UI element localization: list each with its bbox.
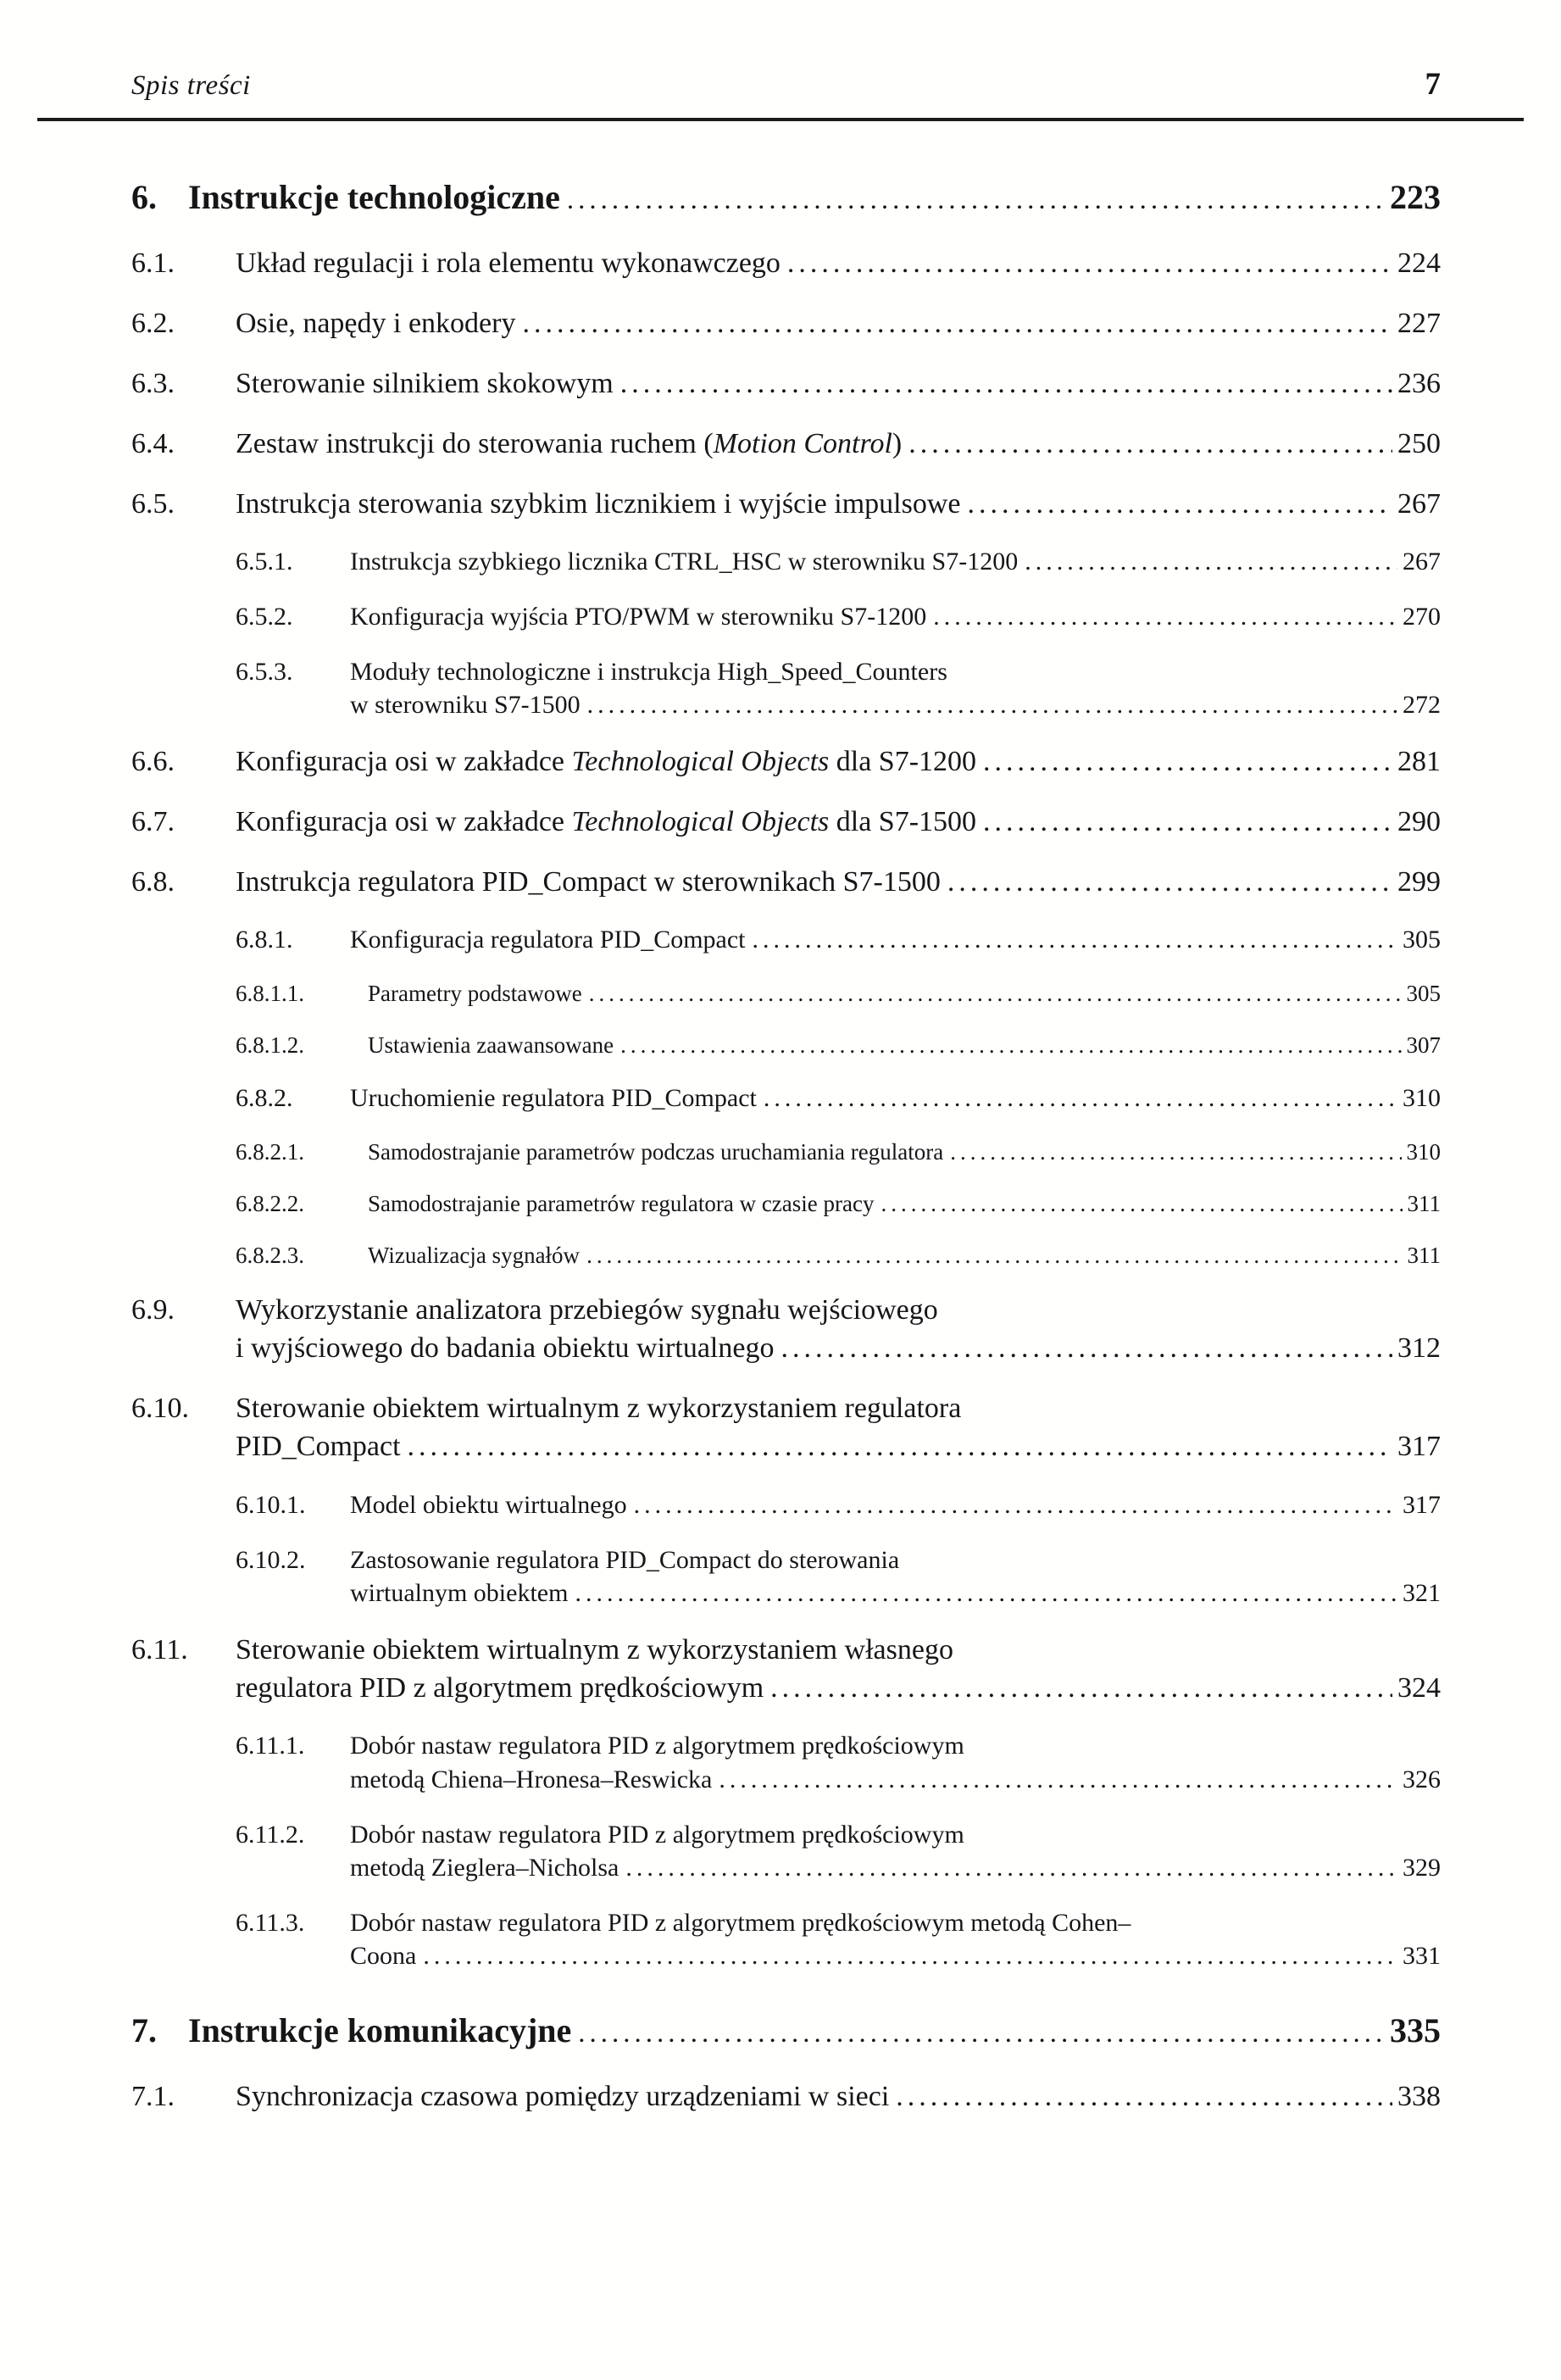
toc-entry-number: 6.5.3. (236, 657, 293, 686)
toc-entry-number: 6.11.1. (236, 1732, 305, 1760)
toc-entry-body (236, 245, 1441, 283)
dot-leader (908, 425, 1392, 464)
toc-entry (131, 1906, 1441, 1973)
toc-page-number: 310 (1403, 1084, 1441, 1113)
dot-leader (983, 743, 1392, 781)
toc-page-number: 317 (1403, 1490, 1441, 1519)
toc-page-number: 272 (1403, 691, 1441, 720)
toc-entry-title: Zestaw instrukcji do sterowania ruchem (Motion Control) (236, 427, 903, 459)
dot-leader (896, 2078, 1392, 2116)
toc-line (188, 2009, 1441, 2053)
toc-entry-title: Sterowanie obiektem wirtualnym z wykorzystaniem regulatora (236, 1393, 962, 1425)
toc-line (368, 1240, 1441, 1271)
toc-entry-title: Instrukcje technologiczne (188, 178, 560, 216)
toc-entry-body (236, 486, 1441, 524)
toc-line (350, 1851, 1441, 1885)
toc-entry (131, 305, 1441, 343)
toc-entry (131, 1240, 1441, 1271)
toc-page-number: 317 (1397, 1431, 1441, 1463)
toc-entry-title: Dobór nastaw regulatora PID z algorytmem prędkościowym (350, 1820, 964, 1849)
toc-list (131, 175, 1441, 2116)
toc-entry-title: Wykorzystanie analizatora przebiegów sygnału wejściowego (236, 1294, 938, 1326)
toc-entry (131, 245, 1441, 283)
toc-entry-title: Konfiguracja osi w zakładce Technological Objects dla S7-1200 (236, 745, 977, 777)
dot-leader (634, 1488, 1397, 1522)
toc-entry (131, 1488, 1441, 1522)
toc-entry (131, 923, 1441, 957)
toc-page-number: 250 (1397, 427, 1441, 459)
toc-line (350, 600, 1441, 634)
toc-entry-number: 6.8.2.1. (236, 1138, 304, 1165)
toc-page-number: 310 (1406, 1138, 1441, 1165)
toc-entry-body (350, 923, 1441, 957)
dot-leader (423, 1939, 1397, 1973)
toc-line (350, 1939, 1441, 1973)
toc-entry-title: i wyjściowego do badania obiektu wirtualnego (236, 1332, 775, 1365)
toc-entry (131, 1292, 1441, 1368)
toc-entry (131, 600, 1441, 634)
toc-entry-number: 6.11. (131, 1633, 188, 1665)
toc-line (350, 1576, 1441, 1610)
toc-entry-body (188, 175, 1441, 220)
toc-page-number: 335 (1390, 2011, 1441, 2050)
toc-entry-body (368, 1188, 1441, 1219)
toc-entry-number: 6.5.2. (236, 602, 293, 631)
toc-line (350, 655, 1441, 689)
dot-leader (787, 245, 1392, 283)
toc-entry (131, 1188, 1441, 1219)
toc-entry-title: Konfiguracja osi w zakładce Technological Objects dla S7-1500 (236, 805, 977, 837)
toc-entry-number: 7.1. (131, 2081, 175, 2113)
dot-leader (575, 1576, 1397, 1610)
toc-entry-number: 6.8.1.2. (236, 1032, 304, 1059)
toc-entry-title: Osie, napędy i enkodery (236, 307, 516, 339)
toc-entry-number: 6.8.2.2. (236, 1191, 304, 1217)
toc-entry-title: Konfiguracja wyjścia PTO/PWM w sterowniku S7-1200 (350, 602, 927, 631)
toc-entry-body (236, 804, 1441, 842)
toc-entry-title: Ustawienia zaawansowane (368, 1032, 614, 1059)
toc-line (236, 1292, 1441, 1330)
dot-leader (947, 864, 1392, 902)
dot-leader (967, 486, 1392, 524)
toc-line (236, 305, 1441, 343)
toc-page-number: 267 (1403, 548, 1441, 576)
toc-line (350, 1906, 1441, 1940)
dot-leader (589, 978, 1402, 1009)
toc-entry-title: Instrukcja regulatora PID_Compact w sterownikach S7-1500 (236, 865, 941, 898)
toc-entry-title: wirtualnym obiektem (350, 1579, 569, 1608)
toc-line (236, 1428, 1441, 1466)
page-header (131, 66, 1441, 103)
toc-entry-body (350, 545, 1441, 579)
toc-entry-title: metodą Zieglera–Nicholsa (350, 1854, 619, 1882)
toc-entry-title: Dobór nastaw regulatora PID z algorytmem prędkościowym metodą Cohen– (350, 1908, 1131, 1937)
toc-entry-title: Dobór nastaw regulatora PID z algorytmem prędkościowym (350, 1732, 964, 1760)
toc-line (350, 1488, 1441, 1522)
toc-entry-body (350, 1906, 1441, 1973)
dot-leader (950, 1137, 1401, 1167)
toc-entry-title: Uruchomienie regulatora PID_Compact (350, 1084, 757, 1113)
toc-entry-title: Synchronizacja czasowa pomiędzy urządzeniami w sieci (236, 2081, 890, 2113)
dot-leader (586, 1240, 1402, 1271)
toc-entry-body (236, 1632, 1441, 1708)
toc-entry-body (236, 743, 1441, 781)
toc-entry (131, 425, 1441, 464)
toc-line (188, 175, 1441, 220)
toc-entry-number: 6.4. (131, 427, 175, 459)
toc-page-number: 338 (1397, 2081, 1441, 2113)
toc-entry (131, 743, 1441, 781)
toc-entry (131, 2078, 1441, 2116)
toc-entry-number: 6.8. (131, 865, 175, 898)
toc-line (236, 1390, 1441, 1428)
toc-entry-body (350, 1082, 1441, 1115)
toc-page-number: 326 (1403, 1766, 1441, 1794)
toc-entry-body (188, 2009, 1441, 2053)
toc-entry (131, 1137, 1441, 1167)
toc-line (368, 1030, 1441, 1060)
toc-entry-body (368, 1030, 1441, 1060)
toc-page-number: 223 (1390, 178, 1441, 216)
toc-page-number: 299 (1397, 865, 1441, 898)
toc-entry (131, 1632, 1441, 1708)
toc-entry-title: Układ regulacji i rola elementu wykonawczego (236, 247, 780, 279)
toc-entry-body (350, 1543, 1441, 1610)
toc-entry (131, 365, 1441, 403)
toc-entry-body (236, 365, 1441, 403)
toc-entry-title: Instrukcje komunikacyjne (188, 2011, 572, 2050)
toc-entry (131, 1030, 1441, 1060)
toc-line (236, 1632, 1441, 1670)
toc-entry (131, 486, 1441, 524)
toc-page-number: 267 (1397, 487, 1441, 520)
dot-leader (770, 1670, 1392, 1708)
toc-entry-body (368, 978, 1441, 1009)
toc-entry-number: 6.7. (131, 805, 175, 837)
toc-line (236, 486, 1441, 524)
dot-leader (1025, 545, 1397, 579)
toc-entry-number: 6. (131, 178, 157, 216)
toc-entry (131, 1729, 1441, 1796)
toc-line (350, 688, 1441, 722)
toc-entry-title: PID_Compact (236, 1431, 401, 1463)
toc-entry-title: Instrukcja szybkiego licznika CTRL_HSC w sterowniku S7-1200 (350, 548, 1019, 576)
toc-entry-number: 6.10. (131, 1393, 189, 1425)
toc-entry (131, 864, 1441, 902)
toc-entry-body (368, 1240, 1441, 1271)
toc-page-number: 224 (1397, 247, 1441, 279)
toc-entry-body (368, 1137, 1441, 1167)
dot-leader (620, 365, 1392, 403)
toc-line (236, 1670, 1441, 1708)
toc-entry-title: regulatora PID z algorytmem prędkościowym (236, 1671, 764, 1704)
dot-leader (567, 175, 1385, 220)
toc-page-number: 236 (1397, 367, 1441, 399)
toc-page-number: 305 (1403, 926, 1441, 954)
toc-page-number: 290 (1397, 805, 1441, 837)
dot-leader (764, 1082, 1397, 1115)
toc-entry-body (236, 1292, 1441, 1368)
toc-line (236, 245, 1441, 283)
toc-entry (131, 1082, 1441, 1115)
toc-line (236, 1330, 1441, 1368)
toc-line (236, 743, 1441, 781)
toc-entry-title: Moduły technologiczne i instrukcja High_Speed_Counters (350, 657, 947, 686)
toc-page-number: 331 (1403, 1942, 1441, 1971)
toc-entry-number: 6.11.3. (236, 1908, 305, 1937)
toc-entry-number: 6.10.2. (236, 1545, 306, 1574)
toc-page-number: 227 (1397, 307, 1441, 339)
header-rule (37, 118, 1524, 121)
dot-leader (880, 1188, 1402, 1219)
toc-line (350, 1543, 1441, 1577)
toc-entry-title: w sterowniku S7-1500 (350, 691, 581, 720)
toc-entry-body (236, 425, 1441, 464)
running-head-page-number: 7 (1425, 67, 1441, 102)
toc-line (350, 1082, 1441, 1115)
toc-line (350, 1763, 1441, 1797)
toc-entry-title: Zastosowanie regulatora PID_Compact do sterowania (350, 1545, 900, 1574)
dot-leader (522, 305, 1392, 343)
toc-page-number: 311 (1407, 1243, 1441, 1269)
toc-page-number: 307 (1406, 1032, 1441, 1059)
toc-entry-number: 6.5. (131, 487, 175, 520)
toc-line (350, 1729, 1441, 1763)
toc-entry-title: Instrukcja sterowania szybkim licznikiem i wyjście impulsowe (236, 487, 961, 520)
dot-leader (625, 1851, 1397, 1885)
toc-entry (131, 545, 1441, 579)
toc-entry-number: 6.8.2. (236, 1084, 293, 1113)
toc-entry-title: Sterowanie obiektem wirtualnym z wykorzystaniem własnego (236, 1633, 953, 1665)
toc-line (236, 425, 1441, 464)
toc-page-number: 305 (1406, 980, 1441, 1006)
toc-entry-number: 6.5.1. (236, 548, 293, 576)
toc-entry-number: 6.6. (131, 745, 175, 777)
toc-line (236, 864, 1441, 902)
toc-entry-number: 6.3. (131, 367, 175, 399)
toc-line (368, 1188, 1441, 1219)
toc-page-number: 270 (1403, 602, 1441, 631)
toc-page-number: 324 (1397, 1671, 1441, 1704)
toc-line (236, 365, 1441, 403)
toc-page-number: 321 (1403, 1579, 1441, 1608)
toc-entry-title: Samodostrajanie parametrów podczas uruchamiania regulatora (368, 1138, 944, 1165)
toc-entry-number: 6.9. (131, 1294, 175, 1326)
toc-entry-title: Samodostrajanie parametrów regulatora w czasie pracy (368, 1191, 875, 1217)
toc-entry (131, 978, 1441, 1009)
toc-page-number: 329 (1403, 1854, 1441, 1882)
toc-entry-body (236, 2078, 1441, 2116)
toc-line (350, 1818, 1441, 1852)
toc-entry (131, 1543, 1441, 1610)
toc-page-number: 312 (1397, 1332, 1441, 1365)
toc-entry-title: metodą Chiena–Hronesa–Reswicka (350, 1766, 713, 1794)
toc-entry-body (350, 1488, 1441, 1522)
dot-leader (933, 600, 1397, 634)
toc-line (368, 978, 1441, 1009)
toc-entry-number: 6.8.1. (236, 926, 293, 954)
dot-leader (587, 688, 1397, 722)
toc-entry-title: Sterowanie silnikiem skokowym (236, 367, 614, 399)
toc-entry-title: Wizualizacja sygnałów (368, 1243, 581, 1269)
toc-entry-title: Model obiektu wirtualnego (350, 1490, 627, 1519)
toc-entry-body (350, 655, 1441, 722)
dot-leader (780, 1330, 1392, 1368)
toc-entry-number: 6.11.2. (236, 1820, 305, 1849)
toc-entry-number: 6.8.1.1. (236, 980, 304, 1006)
toc-entry (131, 1818, 1441, 1885)
toc-line (350, 545, 1441, 579)
toc-entry (131, 2009, 1441, 2053)
toc-page-number: 281 (1397, 745, 1441, 777)
toc-line (350, 923, 1441, 957)
dot-leader (719, 1763, 1397, 1797)
dot-leader (983, 804, 1392, 842)
toc-entry-body (350, 1818, 1441, 1885)
toc-entry (131, 175, 1441, 220)
toc-entry-title: Coona (350, 1942, 417, 1971)
toc-entry (131, 655, 1441, 722)
toc-entry-title: Konfiguracja regulatora PID_Compact (350, 926, 746, 954)
toc-entry-body (236, 864, 1441, 902)
toc-entry-body (350, 600, 1441, 634)
toc-entry-number: 6.10.1. (236, 1490, 306, 1519)
dot-leader (408, 1428, 1392, 1466)
toc-entry-title: Parametry podstawowe (368, 980, 582, 1006)
toc-entry-number: 6.2. (131, 307, 175, 339)
toc-entry (131, 1390, 1441, 1466)
toc-entry-body (236, 1390, 1441, 1466)
toc-entry (131, 804, 1441, 842)
toc-entry-number: 7. (131, 2011, 157, 2050)
toc-line (368, 1137, 1441, 1167)
toc-page-number: 311 (1407, 1191, 1441, 1217)
dot-leader (578, 2009, 1385, 2053)
running-head-title: Spis treści (131, 70, 251, 101)
dot-leader (620, 1030, 1401, 1060)
toc-entry-number: 6.1. (131, 247, 175, 279)
dot-leader (753, 923, 1397, 957)
toc-line (236, 804, 1441, 842)
toc-entry-body (350, 1729, 1441, 1796)
toc-entry-body (236, 305, 1441, 343)
toc-entry-number: 6.8.2.3. (236, 1243, 304, 1269)
toc-line (236, 2078, 1441, 2116)
